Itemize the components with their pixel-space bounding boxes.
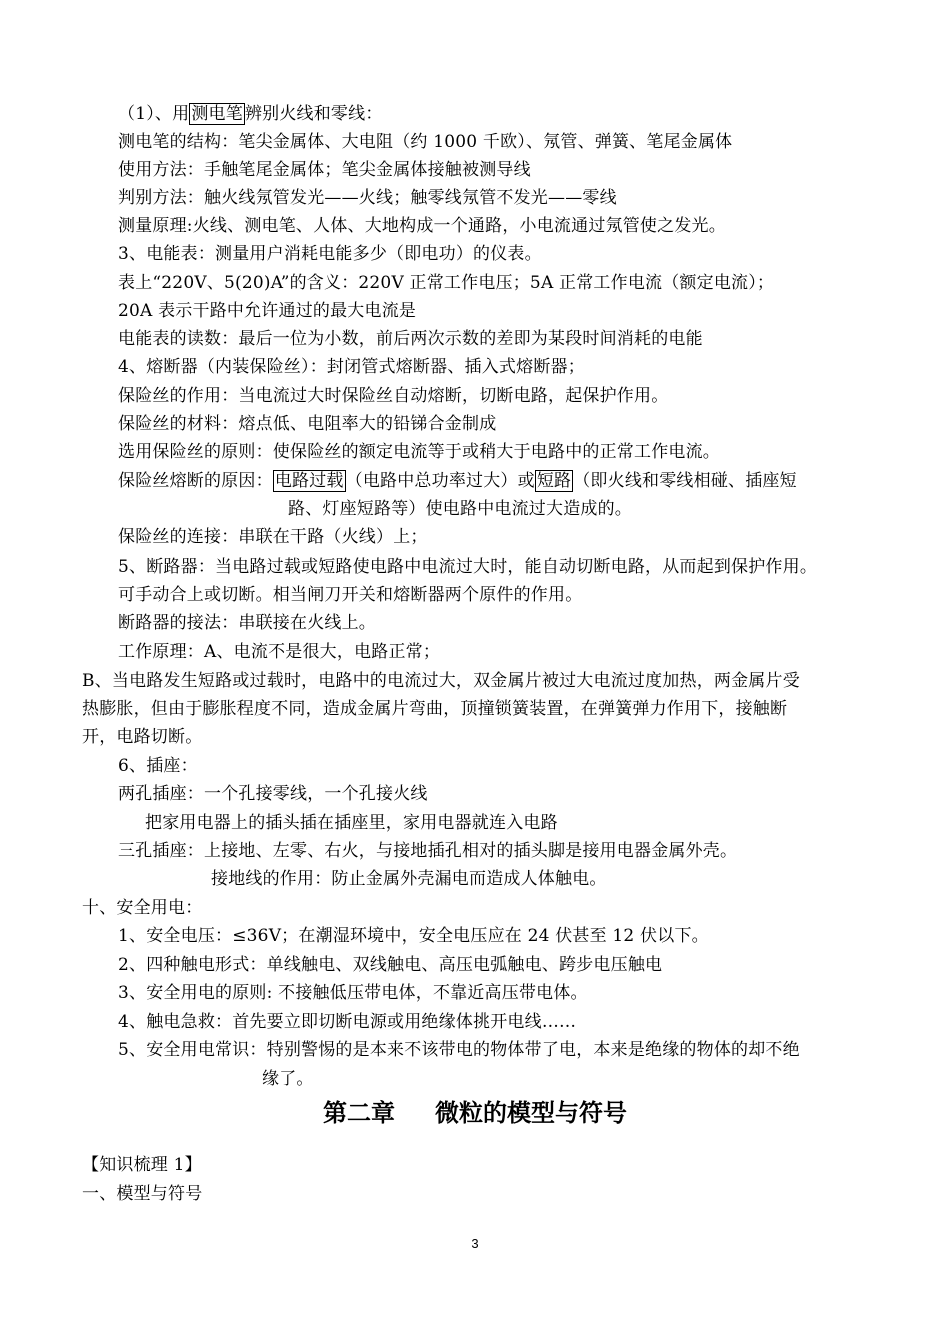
- text-line: 5、断路器：当电路过载或短路使电路中电流过大时，能自动切断电路，从而起到保护作用。: [118, 557, 818, 577]
- section-heading: 一、模型与符号: [82, 1184, 203, 1204]
- text-line: 热膨胀，但由于膨胀程度不同，造成金属片弯曲，顶撞锁簧装置，在弹簧弹力作用下，接触断: [82, 699, 788, 719]
- text-fragment: 辨别火线和零线：: [244, 104, 383, 124]
- text-line: 可手动合上或切断。相当闸刀开关和熔断器两个原件的作用。: [118, 585, 583, 605]
- text-line: 保险丝的作用：当电流过大时保险丝自动熔断，切断电路，起保护作用。: [118, 386, 669, 406]
- text-line: 保险丝的材料：熔点低、电阻率大的铅锑合金制成: [118, 414, 497, 434]
- text-line: 断路器的接法：串联接在火线上。: [118, 613, 376, 633]
- text-line: 测量原理:火线、测电笔、人体、大地构成一个通路，小电流通过氖管使之发光。: [118, 216, 726, 236]
- text-line: 三孔插座：上接地、左零、右火，与接地插孔相对的插头脚是接用电器金属外壳。: [118, 841, 738, 861]
- text-line: 保险丝的连接：串联在干路（火线）上；: [118, 527, 428, 547]
- text-line: 选用保险丝的原则：使保险丝的额定电流等于或稍大于电路中的正常工作电流。: [118, 442, 720, 462]
- page-number: 3: [471, 1236, 479, 1251]
- text-line: 4、熔断器（内装保险丝）：封闭管式熔断器、插入式熔断器；: [118, 357, 585, 377]
- text-line: [118, 102, 383, 126]
- text-fragment: （电路中总功率过大）或: [345, 471, 535, 491]
- text-fragment: 保险丝熔断的原因：: [118, 471, 273, 491]
- text-fragment: （1）、用: [118, 104, 190, 124]
- text-line: 6、插座：: [118, 756, 198, 776]
- text-line: 开，电路切断。: [82, 727, 203, 747]
- text-fragment: （即火线和零线相碰、插座短: [573, 471, 797, 491]
- text-line: 3、安全用电的原则: 不接触低压带电体，不靠近高压带电体。: [118, 983, 588, 1003]
- text-line: 2、四种触电形式：单线触电、双线触电、高压电弧触电、跨步电压触电: [118, 955, 663, 975]
- section-label: 【知识梳理 1】: [82, 1155, 202, 1175]
- boxed-term: 短路: [536, 471, 572, 491]
- text-line: 表上“220V、5(20)A”的含义：220V 正常工作电压；5A 正常工作电流（额定电流）；: [118, 273, 775, 293]
- text-line: 两孔插座：一个孔接零线，一个孔接火线: [118, 784, 428, 804]
- text-line: 3、电能表：测量用户消耗电能多少（即电功）的仪表。: [118, 244, 542, 264]
- boxed-term: 测电笔: [191, 104, 243, 124]
- text-line: 路、灯座短路等）使电路中电流过大造成的。: [288, 499, 632, 519]
- text-line: 20A 表示干路中允许通过的最大电流是: [118, 301, 417, 321]
- text-line: 1、安全电压：≤36V；在潮湿环境中，安全电压应在 24 伏甚至 12 伏以下。: [118, 926, 709, 946]
- boxed-term: 电路过载: [274, 471, 344, 491]
- chapter-title: [0, 1093, 950, 1128]
- text-line: B、当电路发生短路或过载时，电路中的电流过大，双金属片被过大电流过度加热，两金属片受: [82, 671, 800, 691]
- text-line: 5、安全用电常识：特别警惕的是本来不该带电的物体带了电，本来是绝缘的物体的却不绝: [118, 1040, 800, 1060]
- text-line: 测电笔的结构：笔尖金属体、大电阻（约 1000 千欧）、氖管、弹簧、笔尾金属体: [118, 132, 733, 152]
- text-line: 缘了。: [262, 1069, 314, 1089]
- text-line: 判别方法：触火线氖管发光——火线；触零线氖管不发光——零线: [118, 188, 617, 208]
- text-line: 使用方法：手触笔尾金属体；笔尖金属体接触被测导线: [118, 160, 531, 180]
- text-line: [118, 469, 797, 493]
- text-line: 把家用电器上的插头插在插座里，家用电器就连入电路: [145, 813, 558, 833]
- text-line: 4、触电急救：首先要立即切断电源或用绝缘体挑开电线……: [118, 1012, 577, 1032]
- text-line: 电能表的读数：最后一位为小数，前后两次示数的差即为某段时间消耗的电能: [118, 329, 703, 349]
- text-line: 工作原理：A、电流不是很大，电路正常；: [118, 642, 441, 662]
- text-line: 接地线的作用：防止金属外壳漏电而造成人体触电。: [211, 869, 607, 889]
- text-line: 十、安全用电：: [82, 898, 203, 918]
- chapter-number: 第二章: [323, 1099, 395, 1127]
- chapter-name: 微粒的模型与符号: [435, 1099, 627, 1127]
